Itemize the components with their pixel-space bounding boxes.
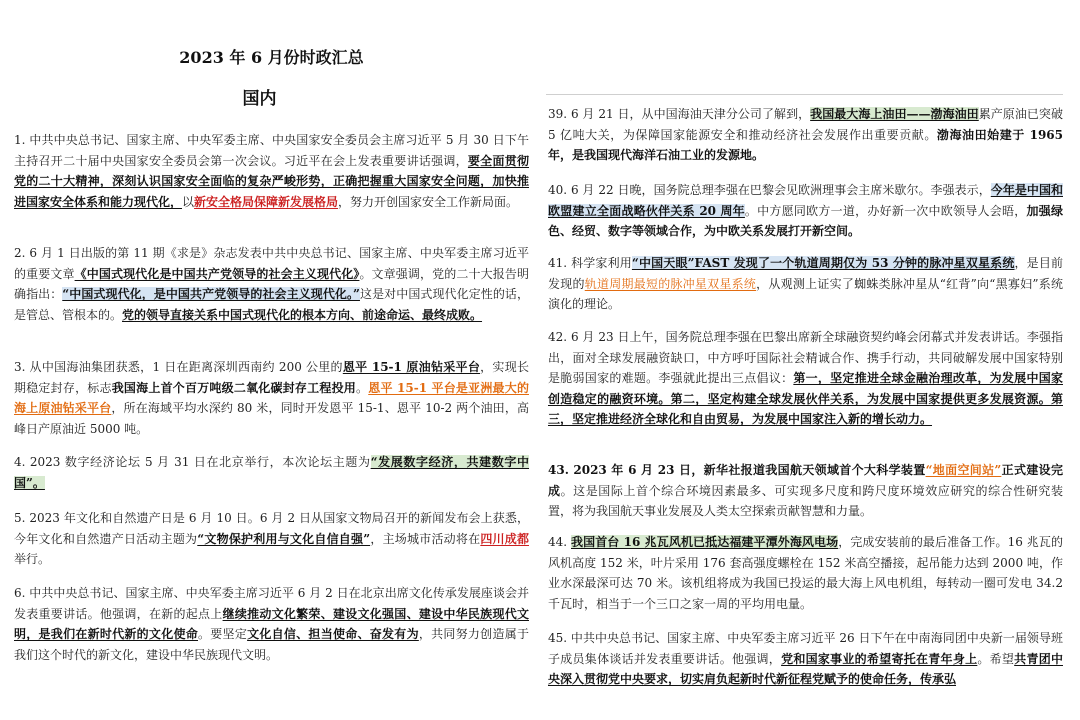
item-41-orange-phrase: 轨道周期最短的脉冲星双星系统 bbox=[584, 276, 757, 291]
item-39-text-2: 累产原油已突破 5 亿吨大关，为保障国家能源安全和推动经济社会发展作出重要贡献。 bbox=[548, 107, 1063, 142]
item-45-text: 45. 中共中央总书记、国家主席、中央军委主席习近平 26 日下午在中南海同团中央新一届领导班子成员集体谈话并发表重要讲话。他强调， bbox=[548, 631, 1063, 666]
item-6-highlight: 继续推动文化繁荣、建设文化强国、建设中华民族现代文明，是我们在新时代新的文化使命 bbox=[14, 606, 529, 641]
item-45-highlight-2: 共青团中央深入贯彻党中央要求，切实肩负起新时代新征程党赋予的使命任务，传承弘 bbox=[548, 651, 1063, 686]
item-6-text-3: ，共同努力创造属于我们这个时代的新文化，建设中华民族现代文明。 bbox=[14, 627, 529, 662]
item-43-lead: 43. 2023 年 6 月 23 日，新华社报道我国航天领域首个大科学装置 bbox=[548, 463, 926, 477]
item-43-text: 。这是国际上首个综合环境因素最多、可实现多尺度和跨尺度环境效应研究的综合性研究装置，将为我国航天事业发展及人类太空探索贡献智慧和力量。 bbox=[548, 483, 1063, 518]
item-2-highlight: 党的领导直接关系中国式现代化的根本方向、前途命运、最终成败。 bbox=[122, 307, 483, 322]
item-39-text: 39. 6 月 21 日，从中国海油天津分公司了解到， bbox=[548, 107, 811, 121]
item-43-lead-2: 正式建设完成 bbox=[548, 463, 1063, 498]
item-3-text-3: 。 bbox=[356, 380, 369, 395]
item-1-highlight: 要全面贯彻党的二十大精神，深刻认识国家安全面临的复杂严峻形势，正确把握重大国家安全问题，加快推进国家安全体系和能力现代化， bbox=[14, 153, 529, 209]
item-2-quote: “中国式现代化，是中国共产党领导的社会主义现代化。” bbox=[62, 287, 360, 301]
item-6-text: 6. 中共中央总书记、国家主席、中央军委主席习近平 6 月 2 日在北京出席文化传承发展座谈会并发表重要讲话。他强调，在新的起点上 bbox=[14, 586, 529, 621]
item-3-orange-phrase: 恩平 15-1 平台是亚洲最大的海上原油钻采平台 bbox=[14, 380, 529, 415]
item-4-theme: “发展数字经济，共建数字中国”。 bbox=[14, 455, 530, 490]
item-45-highlight: 党和国家事业的希望寄托在青年身上 bbox=[781, 651, 978, 666]
news-item-6 bbox=[14, 583, 529, 665]
news-item-42 bbox=[548, 327, 1063, 430]
item-5-text-3: 举行。 bbox=[14, 552, 51, 566]
item-40-highlight: 今年是中国和欧盟建立全面战略伙伴关系 20 周年 bbox=[548, 183, 1063, 218]
item-45-text-2: 。希望 bbox=[977, 651, 1015, 666]
column-divider bbox=[546, 94, 1063, 95]
item-1-text: 1. 中共中央总书记、国家主席、中央军委主席、中央国家安全委员会主席习近平 5 月 30 日下午主持召开二十届中央国家安全委员会第一次会议。习近平在会上发表重要讲话强调， bbox=[14, 133, 529, 168]
item-5-theme: “文物保护利用与文化自信自强” bbox=[197, 531, 371, 546]
item-44-highlight: 我国首台 16 兆瓦风机已抵达福建平潭外海风电场 bbox=[571, 535, 839, 549]
item-5-text-2: ，主场城市活动将在 bbox=[370, 531, 481, 546]
item-39-highlight-2: 渤海油田始建于 1965 年，是我国现代海洋石油工业的发源地。 bbox=[548, 127, 1064, 162]
item-41-text-3: ，从观测上证实了蜘蛛类脉冲星从“红背”向“黑寡妇”系统演化的理论。 bbox=[548, 276, 1063, 311]
news-item-1 bbox=[14, 130, 529, 212]
item-42-highlight: 第一，坚定推进全球金融治理改革，为发展中国家创造稳定的融资环境。第二，坚定构建全球发展伙伴关系，为发展中国家提供更多发展资源。第三，坚定推进经济全球化和自由贸易，为发展中国家注入新的增长动力。 bbox=[548, 371, 1063, 426]
item-6-text-2: 。要坚定 bbox=[198, 627, 248, 641]
document-title: 2023 年 6 月份时政汇总 bbox=[179, 48, 364, 67]
news-item-43 bbox=[548, 460, 1063, 522]
item-2-text-3: 这是对中国式现代化定性的话，是管总、管根本的。 bbox=[14, 287, 529, 322]
news-item-41 bbox=[548, 253, 1063, 315]
item-3-highlight: 我国海上首个百万吨级二氧化碳封存工程投用 bbox=[111, 380, 357, 395]
item-3-text: 3. 从中国海油集团获悉，1 日在距离深圳西南约 200 公里的 bbox=[14, 360, 343, 374]
item-4-text: 4. 2023 数字经济论坛 5 月 31 日在北京举行，本次论坛主题为 bbox=[14, 455, 371, 469]
item-2-article-title: 《中国式现代化是中国共产党领导的社会主义现代化》 bbox=[74, 266, 360, 281]
item-40-text-2: 。中方愿同欧方一道，办好新一次中欧领导人会晤， bbox=[744, 203, 1027, 218]
item-40-highlight-2: 加强绿色、经贸、数字等领域合作，为中欧关系发展打开新空间。 bbox=[548, 203, 1063, 238]
item-3-platform: 恩平 15-1 原油钻采平台 bbox=[342, 360, 481, 374]
item-41-text-2: ，是目前发现的 bbox=[548, 256, 1063, 291]
item-41-text: 41. 科学家利用 bbox=[548, 256, 632, 270]
item-5-text: 5. 2023 年文化和自然遗产日是 6 月 10 日。6 月 2 日从国家文物局召开的新闻发布会上获悉，今年文化和自然遗产日活动主题为 bbox=[14, 511, 529, 546]
news-item-3 bbox=[14, 357, 529, 439]
news-item-4 bbox=[14, 452, 529, 493]
news-item-5 bbox=[14, 508, 529, 570]
item-42-text: 42. 6 月 23 日上午，国务院总理李强在巴黎出席新全球融资契约峰会闭幕式并发表讲话。李强指出，面对全球发展融资缺口，中方呼吁国际社会精诚合作、携手行动，共同破解发展中国家特别是脆弱国家的难题。李强就此提出三点倡议： bbox=[548, 330, 1063, 385]
item-40-text: 40. 6 月 22 日晚，国务院总理李强在巴黎会见欧洲理事会主席米歇尔。李强表示， bbox=[548, 183, 991, 197]
item-2-text: 2. 6 月 1 日出版的第 11 期《求是》杂志发表中共中央总书记、国家主席、中央军委主席习近平的重要文章 bbox=[14, 246, 529, 281]
item-6-highlight-2: 文化自信、担当使命、奋发有为 bbox=[247, 627, 419, 641]
item-1-text-2: 以 bbox=[182, 194, 195, 209]
item-44-text-2: ，完成安装前的最后准备工作。16 兆瓦的风机高度 152 米，叶片采用 176 套高强度螺栓在 152 米高空播接，起吊能力达到 2000 吨，作业水深最深可达 70 米。该机组将成为我国已投运的最大海上风电机组，每转动一圈可发电 34.2 千瓦时，相当于一个三口之家一周的平均用电量。 bbox=[548, 535, 1063, 611]
item-1-text-3: ，努力开创国家安全工作新局面。 bbox=[338, 194, 519, 209]
section-heading: 国内 bbox=[242, 89, 277, 109]
news-item-39 bbox=[548, 104, 1063, 166]
news-item-44 bbox=[548, 532, 1063, 614]
item-43-orange-phrase: “地面空间站” bbox=[925, 463, 1002, 477]
news-item-40 bbox=[548, 180, 1063, 242]
news-item-2 bbox=[14, 243, 529, 325]
item-39-highlight: 我国最大海上油田——渤海油田 bbox=[810, 107, 979, 121]
item-2-text-2: 。文章强调，党的二十大报告明确指出： bbox=[14, 266, 529, 301]
item-5-city: 四川成都 bbox=[480, 531, 529, 546]
item-3-text-4: ，所在海域平均水深约 80 米，同时开发恩平 15-1、恩平 10-2 两个油田，高峰日产原油近 5000 吨。 bbox=[14, 401, 529, 436]
news-item-45 bbox=[548, 628, 1063, 690]
item-41-highlight: “中国天眼”FAST 发现了一个轨道周期仅为 53 分钟的脉冲星双星系统 bbox=[631, 256, 1015, 270]
item-44-text: 44. bbox=[548, 535, 571, 549]
item-3-text-2: ，实现长期稳定封存，标志 bbox=[14, 360, 529, 395]
item-1-red-phrase: 新安全格局保障新发展格局 bbox=[194, 194, 339, 209]
